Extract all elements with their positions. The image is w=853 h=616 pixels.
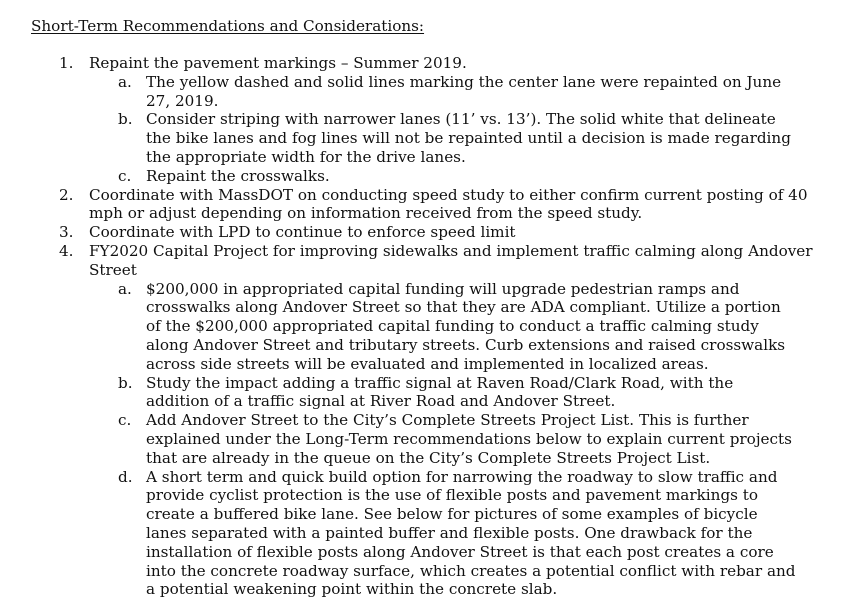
sub-item-text: Repaint the crosswalks. — [146, 166, 330, 185]
list-item-2 — [0, 186, 853, 224]
sub-item-text: The yellow dashed and solid lines marking the center lane were repainted on June 27, 2019. — [146, 72, 782, 110]
list-item-3 — [0, 223, 853, 242]
sub-item-letter: b. — [118, 373, 133, 392]
section-heading: Short-Term Recommendations and Considerations: — [31, 17, 425, 35]
sub-item-letter: b. — [118, 110, 133, 129]
sub-item-letter: d. — [118, 467, 133, 486]
sub-item-text: A short term and quick build option for narrowing the roadway to slow traffic and provide cyclist protection is the use of flexible posts and pavement markings to create a buffered bike lane. See below for pictures of some examples of bicycle lanes separated with a painted buffer and flexible posts. One drawback for the installation of flexible posts along Andover Street is that each post creates a core into the concrete roadway surface, which creates a potential conflict with rebar and a potential weakening point within the concrete slab. — [146, 467, 796, 599]
list-item-1 — [0, 54, 853, 186]
sub-item-text: Add Andover Street to the City’s Complete Streets Project List. This is further explained under the Long-Term recommendations below to explain current projects that are already in the queue on the City’s Complete Streets Project List. — [146, 411, 792, 467]
sub-item-1a — [0, 73, 829, 111]
sub-item-letter: c. — [118, 411, 132, 430]
sub-item-text: Study the impact adding a traffic signal at Raven Road/Clark Road, with the addition of a traffic signal at River Road and Andover Street. — [146, 373, 734, 411]
sub-item-text: Consider striping with narrower lanes (11’ vs. 13’). The solid white that delineate the bike lanes and fog lines will not be repainted until a decision is made regarding the appropriate width for the drive lanes. — [146, 110, 791, 166]
sub-item-letter: c. — [118, 166, 132, 185]
sub-item-1c — [0, 167, 829, 186]
item-text: Coordinate with LPD to continue to enforce speed limit — [89, 223, 516, 242]
item-text: Coordinate with MassDOT on conducting speed study to either confirm current posting of 40 mph or adjust depending on information received from the speed study. — [89, 185, 808, 223]
sub-item-text: $200,000 in appropriated capital funding will upgrade pedestrian ramps and crosswalks along Andover Street so that they are ADA compliant. Utilize a portion of the $200,000 appropriated capital funding to conduct a traffic calming study along Andover Street and tributary streets. Curb extensions and raised crosswalks across side streets will be evaluated and implemented in localized areas. — [146, 279, 786, 373]
item-number: 2. — [59, 185, 74, 204]
item-number: 1. — [59, 54, 74, 72]
list-item-4 — [0, 242, 853, 599]
sub-item-letter: a. — [118, 72, 132, 91]
item-text: FY2020 Capital Project for improving sidewalks and implement traffic calming along Andover Street — [89, 241, 813, 279]
sub-item-4b — [0, 374, 829, 412]
item-number: 3. — [59, 223, 74, 242]
item-number: 4. — [59, 241, 74, 260]
sub-item-4c — [0, 411, 829, 467]
recommendations-list — [0, 54, 853, 599]
sub-item-1b — [0, 110, 829, 166]
sub-item-letter: a. — [118, 279, 132, 298]
sub-item-4d — [0, 468, 829, 600]
item-text: Repaint the pavement markings – Summer 2019. — [89, 54, 467, 72]
sub-item-4a — [0, 280, 829, 374]
